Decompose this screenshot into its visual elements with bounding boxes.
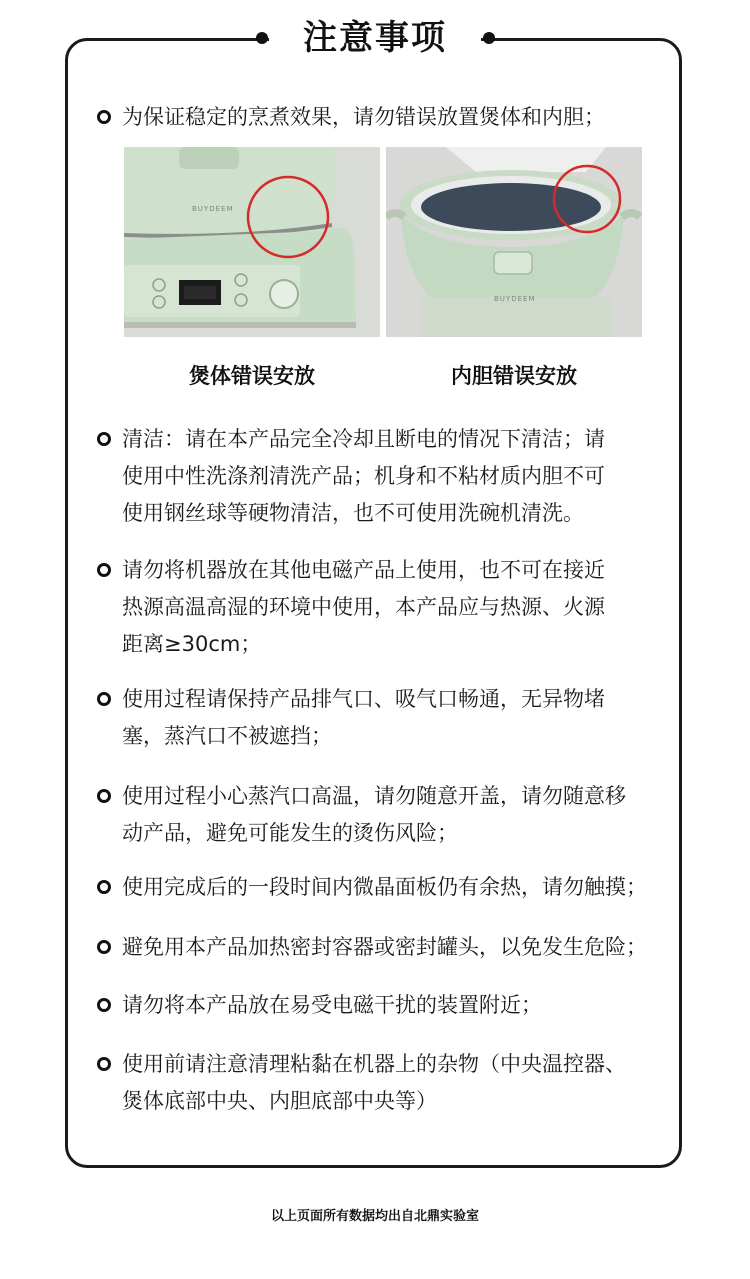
notice-item-5: 使用过程小心蒸汽口高温，请勿随意开盖，请勿随意移 动产品，避免可能发生的烫伤风险； (122, 784, 626, 845)
photo-body-misplaced (124, 147, 380, 337)
brand-label: BUYDEEM (192, 205, 234, 213)
bullet-icon (97, 563, 111, 577)
notice-item-9: 使用前请注意清理粘黏在机器上的杂物（中央温控器、 煲体底部中央、内胆底部中央等） (122, 1052, 626, 1113)
notice-item-8: 请勿将本产品放在易受电磁干扰的装置附近； (122, 993, 542, 1017)
bullet-icon (97, 110, 111, 124)
brand-label: BUYDEEM (494, 295, 536, 303)
bullet-icon (97, 789, 111, 803)
bullet-icon (97, 432, 111, 446)
notice-item-3: 请勿将机器放在其他电磁产品上使用，也不可在接近 热源高温高湿的环境中使用，本产品应与热源、火源 距离≥30cm； (122, 558, 605, 656)
bullet-icon (97, 998, 111, 1012)
caption-liner-misplaced: 内胆错误安放 (451, 364, 577, 388)
notice-item-7: 避免用本产品加热密封容器或密封罐头，以免发生危险； (122, 935, 647, 959)
bullet-icon (97, 880, 111, 894)
body-misplaced-illustration (124, 147, 380, 337)
title-bar (0, 10, 750, 66)
notice-item-6: 使用完成后的一段时间内微晶面板仍有余热，请勿触摸； (122, 875, 647, 899)
liner-misplaced-illustration (386, 147, 642, 337)
notice-item-4: 使用过程请保持产品排气口、吸气口畅通，无异物堵 塞，蒸汽口不被遮挡； (122, 687, 605, 748)
bullet-icon (97, 1057, 111, 1071)
bullet-icon (97, 692, 111, 706)
bullet-icon (97, 940, 111, 954)
title-dot-left (256, 32, 268, 44)
title-dot-right (483, 32, 495, 44)
caption-body-misplaced: 煲体错误安放 (189, 364, 315, 388)
notice-item-1: 为保证稳定的烹煮效果，请勿错误放置煲体和内胆； (122, 105, 605, 129)
page-title: 注意事项 (269, 13, 481, 63)
footer-note: 以上页面所有数据均出自北鼎实验室 (270, 1209, 479, 1224)
photo-liner-misplaced (386, 147, 642, 337)
notice-item-2: 清洁：请在本产品完全冷却且断电的情况下清洁；请 使用中性洗涤剂清洗产品；机身和不粘材质内胆不可 使用钢丝球等硬物清洁，也不可使用洗碗机清洗。 (122, 427, 605, 525)
